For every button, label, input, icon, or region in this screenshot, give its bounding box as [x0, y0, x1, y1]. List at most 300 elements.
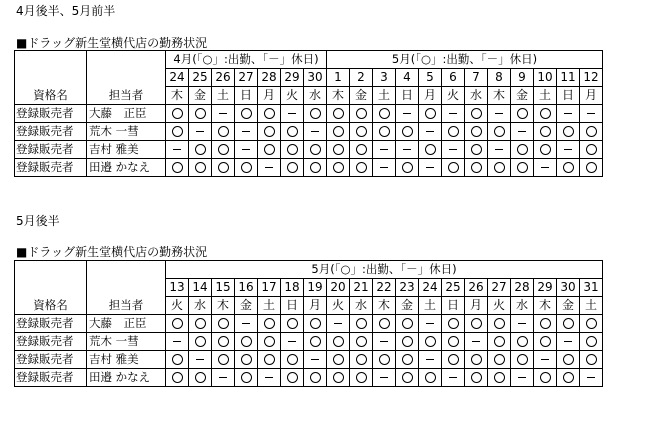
work-mark-icon [241, 354, 252, 365]
attendance-off-cell [166, 141, 189, 159]
work-mark-icon [563, 162, 574, 173]
date-cell: 1 [327, 69, 350, 87]
weekday-cell: 日 [235, 87, 258, 105]
attendance-work-cell [166, 159, 189, 177]
attendance-off-cell [212, 369, 235, 387]
work-mark-icon [287, 354, 298, 365]
work-mark-icon [356, 108, 367, 119]
work-mark-icon [195, 162, 206, 173]
attendance-work-cell [534, 105, 557, 123]
work-mark-icon [494, 354, 505, 365]
staff-row [15, 333, 603, 351]
attendance-work-cell [580, 141, 603, 159]
attendance-work-cell [212, 333, 235, 351]
attendance-work-cell [166, 123, 189, 141]
attendance-work-cell [281, 351, 304, 369]
attendance-work-cell [465, 141, 488, 159]
weekday-cell: 金 [189, 87, 212, 105]
date-cell: 6 [442, 69, 465, 87]
attendance-work-cell [166, 351, 189, 369]
work-mark-icon [218, 162, 229, 173]
attendance-off-cell [419, 315, 442, 333]
attendance-work-cell [212, 141, 235, 159]
staff-name-cell: 大藤 正臣 [87, 105, 166, 123]
date-cell: 7 [465, 69, 488, 87]
attendance-work-cell [281, 159, 304, 177]
holiday-mark-icon [288, 341, 296, 342]
attendance-work-cell [212, 123, 235, 141]
holiday-mark-icon [541, 359, 549, 360]
holiday-mark-icon [564, 113, 572, 114]
work-mark-icon [218, 318, 229, 329]
attendance-work-cell [304, 105, 327, 123]
date-cell: 29 [534, 279, 557, 297]
date-cell: 18 [281, 279, 304, 297]
weekday-cell: 火 [488, 297, 511, 315]
holiday-mark-icon [449, 377, 457, 378]
work-mark-icon [310, 336, 321, 347]
attendance-work-cell [396, 315, 419, 333]
corner-blank [87, 261, 166, 279]
weekday-cell: 土 [580, 297, 603, 315]
attendance-work-cell [235, 159, 258, 177]
weekday-cell: 水 [304, 87, 327, 105]
attendance-work-cell [534, 333, 557, 351]
weekday-cell: 木 [212, 297, 235, 315]
date-cell: 28 [258, 69, 281, 87]
weekday-cell: 金 [557, 297, 580, 315]
work-mark-icon [333, 354, 344, 365]
date-cell: 15 [212, 279, 235, 297]
attendance-work-cell [327, 141, 350, 159]
holiday-mark-icon [518, 377, 526, 378]
work-mark-icon [425, 336, 436, 347]
attendance-work-cell [166, 369, 189, 387]
date-cell: 26 [212, 69, 235, 87]
attendance-work-cell [396, 351, 419, 369]
attendance-off-cell [304, 351, 327, 369]
work-mark-icon [310, 318, 321, 329]
attendance-off-cell [235, 123, 258, 141]
attendance-work-cell [580, 159, 603, 177]
work-mark-icon [310, 162, 321, 173]
holiday-mark-icon [495, 149, 503, 150]
holiday-mark-icon [426, 167, 434, 168]
attendance-work-cell [258, 315, 281, 333]
holiday-mark-icon [380, 377, 388, 378]
attendance-work-cell [212, 315, 235, 333]
attendance-off-cell [258, 369, 281, 387]
work-mark-icon [241, 162, 252, 173]
attendance-off-cell [396, 141, 419, 159]
attendance-off-cell [557, 105, 580, 123]
attendance-off-cell [235, 141, 258, 159]
work-mark-icon [172, 318, 183, 329]
attendance-work-cell [373, 123, 396, 141]
attendance-work-cell [189, 105, 212, 123]
work-mark-icon [333, 108, 344, 119]
work-mark-icon [241, 108, 252, 119]
table1-title: ■ドラッグ新生堂横代店の勤務状況 [16, 36, 208, 50]
weekday-cell: 月 [465, 297, 488, 315]
work-mark-icon [287, 162, 298, 173]
attendance-table-2 [14, 260, 603, 387]
attendance-work-cell [212, 351, 235, 369]
attendance-work-cell [580, 333, 603, 351]
work-mark-icon [448, 336, 459, 347]
corner-blank [15, 69, 87, 87]
attendance-work-cell [442, 315, 465, 333]
attendance-table-1 [14, 50, 603, 177]
month-label: 5月(「○」:出勤、「－」休日) [166, 261, 603, 279]
date-cell: 28 [511, 279, 534, 297]
attendance-off-cell [373, 333, 396, 351]
work-mark-icon [172, 162, 183, 173]
attendance-off-cell [465, 333, 488, 351]
attendance-work-cell [258, 351, 281, 369]
attendance-off-cell [396, 105, 419, 123]
work-mark-icon [471, 318, 482, 329]
attendance-work-cell [166, 105, 189, 123]
work-mark-icon [402, 126, 413, 137]
attendance-off-cell [281, 333, 304, 351]
attendance-work-cell [465, 159, 488, 177]
date-row [15, 69, 603, 87]
weekday-cell: 月 [419, 87, 442, 105]
work-mark-icon [448, 126, 459, 137]
weekday-cell: 金 [235, 297, 258, 315]
staff-name-cell: 田邉 かなえ [87, 369, 166, 387]
work-mark-icon [540, 372, 551, 383]
work-mark-icon [448, 354, 459, 365]
holiday-mark-icon [196, 359, 204, 360]
work-mark-icon [287, 372, 298, 383]
holiday-mark-icon [564, 149, 572, 150]
attendance-work-cell [281, 315, 304, 333]
work-mark-icon [494, 126, 505, 137]
work-mark-icon [264, 126, 275, 137]
attendance-work-cell [442, 159, 465, 177]
caption-first-period: 4月後半、5月前半 [16, 4, 116, 18]
work-mark-icon [563, 372, 574, 383]
date-cell: 16 [235, 279, 258, 297]
date-cell: 14 [189, 279, 212, 297]
holiday-mark-icon [265, 377, 273, 378]
holiday-mark-icon [495, 113, 503, 114]
weekday-cell: 木 [534, 297, 557, 315]
attendance-work-cell [488, 315, 511, 333]
corner-blank [87, 51, 166, 69]
work-mark-icon [540, 108, 551, 119]
attendance-off-cell [166, 333, 189, 351]
qualification-cell: 登録販売者 [15, 123, 87, 141]
caption-second-period: 5月後半 [16, 214, 60, 228]
attendance-work-cell [465, 123, 488, 141]
holiday-mark-icon [518, 323, 526, 324]
attendance-work-cell [373, 315, 396, 333]
work-mark-icon [586, 318, 597, 329]
staff-row [15, 123, 603, 141]
attendance-work-cell [304, 141, 327, 159]
attendance-work-cell [396, 159, 419, 177]
weekday-cell: 金 [350, 87, 373, 105]
attendance-work-cell [511, 159, 534, 177]
weekday-cell: 月 [304, 297, 327, 315]
holiday-mark-icon [564, 341, 572, 342]
weekday-cell: 木 [166, 87, 189, 105]
attendance-work-cell [465, 351, 488, 369]
attendance-work-cell [442, 333, 465, 351]
month-header-row [15, 261, 603, 279]
attendance-work-cell [189, 141, 212, 159]
weekday-cell: 月 [258, 87, 281, 105]
staff-row [15, 351, 603, 369]
staff-name-cell: 大藤 正臣 [87, 315, 166, 333]
work-mark-icon [195, 144, 206, 155]
attendance-work-cell [258, 141, 281, 159]
date-cell: 11 [557, 69, 580, 87]
date-cell: 26 [465, 279, 488, 297]
attendance-work-cell [511, 333, 534, 351]
staff-name-cell: 荒木 一彗 [87, 333, 166, 351]
holiday-mark-icon [311, 359, 319, 360]
attendance-work-cell [488, 351, 511, 369]
work-mark-icon [402, 318, 413, 329]
holiday-mark-icon [242, 149, 250, 150]
qualification-cell: 登録販売者 [15, 105, 87, 123]
date-cell: 31 [580, 279, 603, 297]
holiday-mark-icon [242, 323, 250, 324]
attendance-off-cell [534, 351, 557, 369]
attendance-work-cell [534, 141, 557, 159]
date-cell: 19 [304, 279, 327, 297]
qualification-cell: 登録販売者 [15, 315, 87, 333]
date-cell: 24 [166, 69, 189, 87]
attendance-off-cell [189, 123, 212, 141]
attendance-work-cell [189, 333, 212, 351]
attendance-work-cell [304, 315, 327, 333]
work-mark-icon [471, 108, 482, 119]
work-mark-icon [402, 162, 413, 173]
work-mark-icon [310, 108, 321, 119]
work-mark-icon [379, 126, 390, 137]
holiday-mark-icon [587, 113, 595, 114]
work-mark-icon [540, 144, 551, 155]
attendance-off-cell [580, 105, 603, 123]
weekday-cell: 火 [327, 297, 350, 315]
work-mark-icon [425, 144, 436, 155]
work-mark-icon [517, 162, 528, 173]
qualification-cell: 登録販売者 [15, 141, 87, 159]
weekday-cell: 日 [442, 297, 465, 315]
date-cell: 25 [442, 279, 465, 297]
corner-blank [15, 51, 87, 69]
attendance-off-cell [373, 141, 396, 159]
attendance-off-cell [419, 123, 442, 141]
month-header-row [15, 51, 603, 69]
work-mark-icon [586, 336, 597, 347]
work-mark-icon [517, 354, 528, 365]
weekday-cell: 日 [557, 87, 580, 105]
date-cell: 20 [327, 279, 350, 297]
attendance-work-cell [350, 123, 373, 141]
month-label: 4月(「○」:出勤、「－」休日) [166, 51, 327, 69]
attendance-work-cell [350, 141, 373, 159]
date-cell: 17 [258, 279, 281, 297]
work-mark-icon [172, 354, 183, 365]
qualification-cell: 登録販売者 [15, 159, 87, 177]
weekday-cell: 金 [396, 297, 419, 315]
work-mark-icon [540, 126, 551, 137]
attendance-work-cell [488, 333, 511, 351]
date-cell: 10 [534, 69, 557, 87]
holiday-mark-icon [380, 341, 388, 342]
work-mark-icon [195, 372, 206, 383]
attendance-work-cell [235, 369, 258, 387]
attendance-off-cell [419, 351, 442, 369]
work-mark-icon [195, 336, 206, 347]
attendance-work-cell [580, 315, 603, 333]
attendance-work-cell [350, 159, 373, 177]
attendance-off-cell [281, 105, 304, 123]
attendance-work-cell [534, 369, 557, 387]
holiday-mark-icon [518, 131, 526, 132]
attendance-off-cell [373, 159, 396, 177]
attendance-work-cell [304, 159, 327, 177]
corner-blank [87, 69, 166, 87]
work-mark-icon [471, 144, 482, 155]
work-mark-icon [563, 354, 574, 365]
attendance-work-cell [281, 123, 304, 141]
qualification-cell: 登録販売者 [15, 369, 87, 387]
qualification-cell: 登録販売者 [15, 351, 87, 369]
work-mark-icon [379, 318, 390, 329]
holiday-mark-icon [242, 131, 250, 132]
attendance-work-cell [327, 105, 350, 123]
attendance-work-cell [327, 351, 350, 369]
holiday-mark-icon [403, 113, 411, 114]
attendance-work-cell [304, 333, 327, 351]
work-mark-icon [448, 318, 459, 329]
work-mark-icon [356, 354, 367, 365]
attendance-off-cell [419, 159, 442, 177]
work-mark-icon [356, 162, 367, 173]
holiday-mark-icon [380, 167, 388, 168]
work-mark-icon [310, 372, 321, 383]
attendance-work-cell [465, 315, 488, 333]
work-mark-icon [333, 336, 344, 347]
work-mark-icon [563, 126, 574, 137]
qualification-cell: 登録販売者 [15, 333, 87, 351]
attendance-work-cell [281, 141, 304, 159]
attendance-work-cell [396, 333, 419, 351]
attendance-work-cell [396, 369, 419, 387]
holiday-mark-icon [426, 131, 434, 132]
date-cell: 8 [488, 69, 511, 87]
attendance-work-cell [396, 123, 419, 141]
work-mark-icon [471, 372, 482, 383]
qualification-header: 資格名 [15, 297, 87, 315]
date-cell: 2 [350, 69, 373, 87]
attendance-work-cell [258, 333, 281, 351]
work-mark-icon [494, 372, 505, 383]
weekday-cell: 土 [419, 297, 442, 315]
work-mark-icon [379, 354, 390, 365]
attendance-work-cell [580, 123, 603, 141]
weekday-row [15, 297, 603, 315]
work-mark-icon [586, 354, 597, 365]
attendance-work-cell [258, 105, 281, 123]
date-cell: 13 [166, 279, 189, 297]
work-mark-icon [241, 336, 252, 347]
date-cell: 5 [419, 69, 442, 87]
work-mark-icon [494, 318, 505, 329]
work-mark-icon [402, 354, 413, 365]
attendance-work-cell [235, 105, 258, 123]
work-mark-icon [448, 162, 459, 173]
work-mark-icon [195, 318, 206, 329]
date-cell: 12 [580, 69, 603, 87]
holiday-mark-icon [426, 323, 434, 324]
attendance-work-cell [557, 315, 580, 333]
attendance-work-cell [327, 123, 350, 141]
holiday-mark-icon [219, 113, 227, 114]
attendance-work-cell [258, 123, 281, 141]
date-cell: 3 [373, 69, 396, 87]
work-mark-icon [333, 126, 344, 137]
weekday-cell: 日 [396, 87, 419, 105]
attendance-work-cell [442, 123, 465, 141]
attendance-work-cell [327, 369, 350, 387]
corner-blank [15, 261, 87, 279]
weekday-row [15, 87, 603, 105]
staff-name-cell: 田邉 かなえ [87, 159, 166, 177]
attendance-work-cell [189, 159, 212, 177]
attendance-off-cell [557, 333, 580, 351]
attendance-off-cell [442, 105, 465, 123]
staff-row [15, 159, 603, 177]
weekday-cell: 木 [373, 297, 396, 315]
work-mark-icon [218, 144, 229, 155]
attendance-off-cell [580, 369, 603, 387]
staff-row [15, 141, 603, 159]
work-mark-icon [264, 318, 275, 329]
attendance-work-cell [304, 369, 327, 387]
work-mark-icon [540, 318, 551, 329]
weekday-cell: 水 [511, 297, 534, 315]
work-mark-icon [356, 336, 367, 347]
date-cell: 24 [419, 279, 442, 297]
date-cell: 27 [488, 279, 511, 297]
work-mark-icon [425, 372, 436, 383]
qualification-header: 資格名 [15, 87, 87, 105]
attendance-work-cell [189, 315, 212, 333]
holiday-mark-icon [380, 149, 388, 150]
work-mark-icon [517, 336, 528, 347]
holiday-mark-icon [587, 377, 595, 378]
work-mark-icon [356, 126, 367, 137]
staff-row [15, 315, 603, 333]
attendance-work-cell [373, 105, 396, 123]
work-mark-icon [494, 162, 505, 173]
staff-name-cell: 吉村 雅美 [87, 351, 166, 369]
date-cell: 4 [396, 69, 419, 87]
weekday-cell: 火 [166, 297, 189, 315]
holiday-mark-icon [449, 149, 457, 150]
holiday-mark-icon [541, 167, 549, 168]
weekday-cell: 月 [580, 87, 603, 105]
work-mark-icon [517, 144, 528, 155]
